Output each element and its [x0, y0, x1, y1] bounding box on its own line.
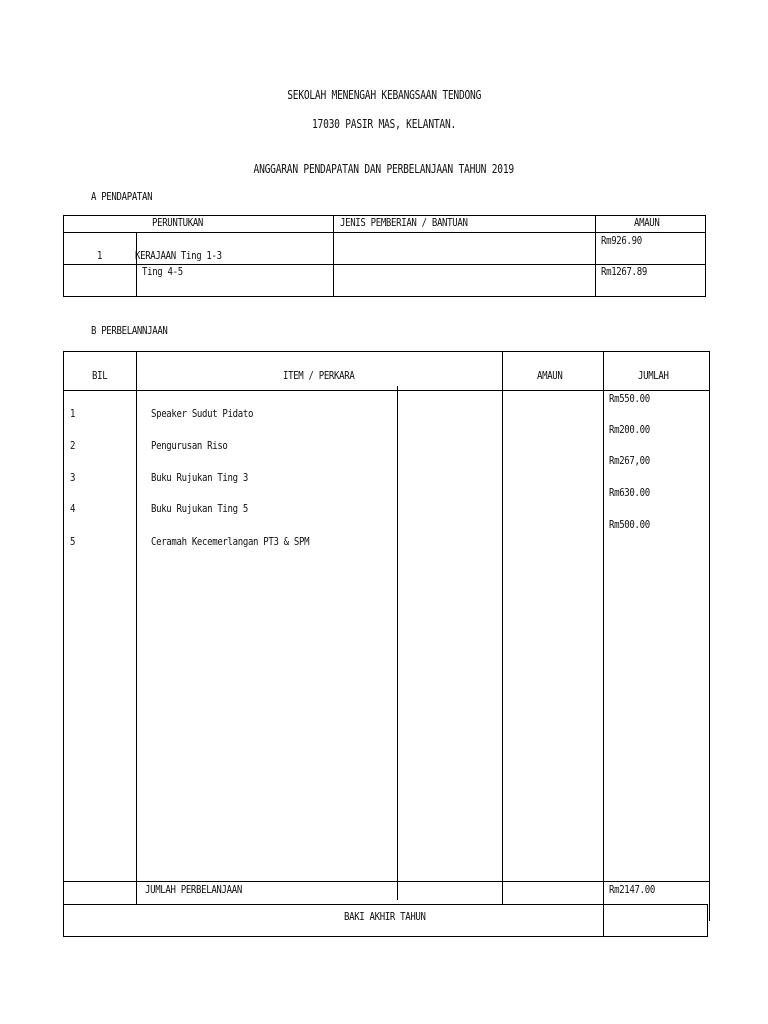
- item-1-bil: 1: [70, 407, 76, 420]
- section-a-heading: A PENDAPATAN: [91, 190, 153, 203]
- item-3-bil: 3: [70, 471, 76, 484]
- col-item-perkara: ITEM / PERKARA: [283, 369, 355, 382]
- row-1-no: 1: [97, 249, 103, 262]
- item-2-bil: 2: [70, 439, 76, 452]
- total-value: Rm2147.00: [609, 883, 655, 896]
- total-label: JUMLAH PERBELANJAAN: [145, 883, 242, 896]
- item-5-bil: 5: [70, 535, 76, 548]
- row-2-peruntukan: Ting 4-5: [142, 265, 183, 278]
- item-2-jumlah: Rm200.00: [609, 423, 650, 436]
- item-4-bil: 4: [70, 502, 76, 515]
- item-3-name: Buku Rujukan Ting 3: [151, 471, 248, 484]
- col-jenis-pemberian: JENIS PEMBERIAN / BANTUAN: [340, 216, 468, 229]
- row-1-amaun: Rm926.90: [601, 234, 642, 247]
- col-jumlah: JUMLAH: [638, 369, 669, 382]
- col-amaun: AMAUN: [537, 369, 563, 382]
- col-bil: BIL: [92, 369, 108, 382]
- item-4-jumlah: Rm630.00: [609, 486, 650, 499]
- baki-akhir-label: BAKI AKHIR TAHUN: [344, 910, 426, 923]
- item-5-jumlah: Rm500.00: [609, 518, 650, 531]
- school-name: SEKOLAH MENENGAH KEBANGSAAN TENDONG: [287, 88, 481, 102]
- school-address: 17030 PASIR MAS, KELANTAN.: [311, 117, 457, 131]
- col-amaun: AMAUN: [634, 216, 660, 229]
- item-4-name: Buku Rujukan Ting 5: [151, 502, 248, 515]
- row-2-amaun: Rm1267.89: [601, 265, 647, 278]
- item-3-jumlah: Rm267,00: [609, 454, 650, 467]
- item-1-jumlah: Rm550.00: [609, 392, 650, 405]
- item-1-name: Speaker Sudut Pidato: [151, 407, 254, 420]
- item-2-name: Pengurusan Riso: [151, 439, 228, 452]
- col-peruntukan: PERUNTUKAN: [152, 216, 204, 229]
- section-b-heading: B PERBELANNJAAN: [91, 324, 168, 337]
- document-title: ANGGARAN PENDAPATAN DAN PERBELANJAAN TAHUN 2019: [253, 162, 515, 176]
- item-5-name: Ceramah Kecemerlangan PT3 & SPM: [151, 535, 310, 548]
- row-1-peruntukan: KERAJAAN Ting 1-3: [135, 249, 222, 262]
